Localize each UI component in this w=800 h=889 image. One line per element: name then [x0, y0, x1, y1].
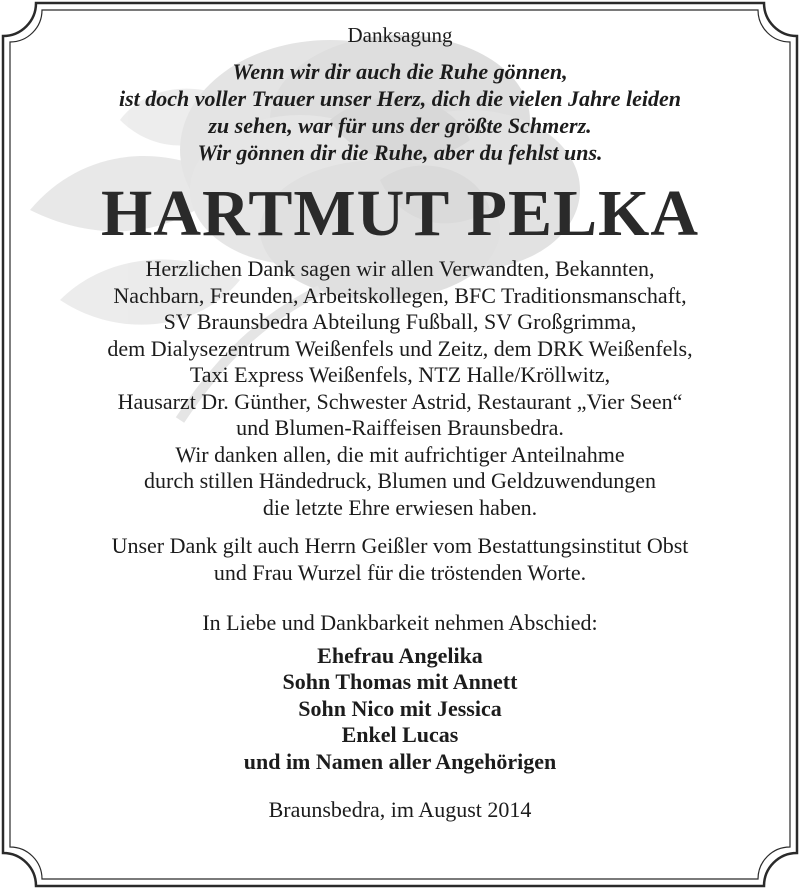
poem-line: zu sehen, war für uns der größte Schmerz. [208, 113, 592, 138]
mourner-entry: und im Namen aller Angehörigen [243, 748, 557, 774]
mourner-entry: Sohn Nico mit Jessica [298, 695, 502, 721]
notice-heading: Danksagung [347, 23, 453, 47]
memorial-poem [20, 58, 780, 166]
thanks-line: dem Dialysezentrum Weißenfels und Zeitz, dem DRK Weißenfels, [107, 335, 693, 361]
thanks-paragraph [20, 256, 780, 521]
mourners-list [20, 643, 780, 776]
poem-line: ist doch voller Trauer unser Herz, dich die vielen Jahre leiden [119, 86, 681, 111]
mourner-entry: Enkel Lucas [341, 722, 459, 747]
thanks-line: Nachbarn, Freunden, Arbeitskollegen, BFC Traditionsmanschaft, [113, 282, 687, 308]
farewell-intro [20, 610, 780, 637]
thanks-line: Herzlichen Dank sagen wir allen Verwandten, Bekannten, [145, 256, 655, 281]
place-and-date: Braunsbedra, im August 2014 [268, 797, 532, 822]
mourner-entry: Sohn Thomas mit Annett [282, 669, 518, 694]
staff-thanks-paragraph [20, 533, 780, 586]
farewell-intro-text: In Liebe und Dankbarkeit nehmen Abschied: [202, 610, 598, 635]
thanks-line: SV Braunsbedra Abteilung Fußball, SV Großgrimma, [163, 309, 637, 334]
poem-line: Wir gönnen dir die Ruhe, aber du fehlst uns. [197, 140, 603, 165]
thanks-line: und Blumen-Raiffeisen Braunsbedra. [236, 415, 564, 440]
thanks-line: Hausarzt Dr. Günther, Schwester Astrid, Restaurant „Vier Seen“ [117, 388, 683, 414]
thanks-line: durch stillen Händedruck, Blumen und Geldzuwendungen [144, 468, 656, 493]
thanks-line: die letzte Ehre erwiesen haben. [262, 494, 538, 520]
mourner-entry: Ehefrau Angelika [317, 642, 483, 668]
thanks-line: Wir danken allen, die mit aufrichtiger Anteilnahme [175, 441, 625, 467]
staff-line: und Frau Wurzel für die tröstenden Worte. [213, 559, 587, 585]
deceased-name: HARTMUT PELKA [100, 177, 699, 250]
poem-line: Wenn wir dir auch die Ruhe gönnen, [232, 59, 568, 84]
staff-line: Unser Dank gilt auch Herrn Geißler vom Bestattungsinstitut Obst [111, 533, 689, 558]
notice-content [20, 22, 780, 823]
thanks-line: Taxi Express Weißenfels, NTZ Halle/Kröllwitz, [189, 362, 611, 387]
